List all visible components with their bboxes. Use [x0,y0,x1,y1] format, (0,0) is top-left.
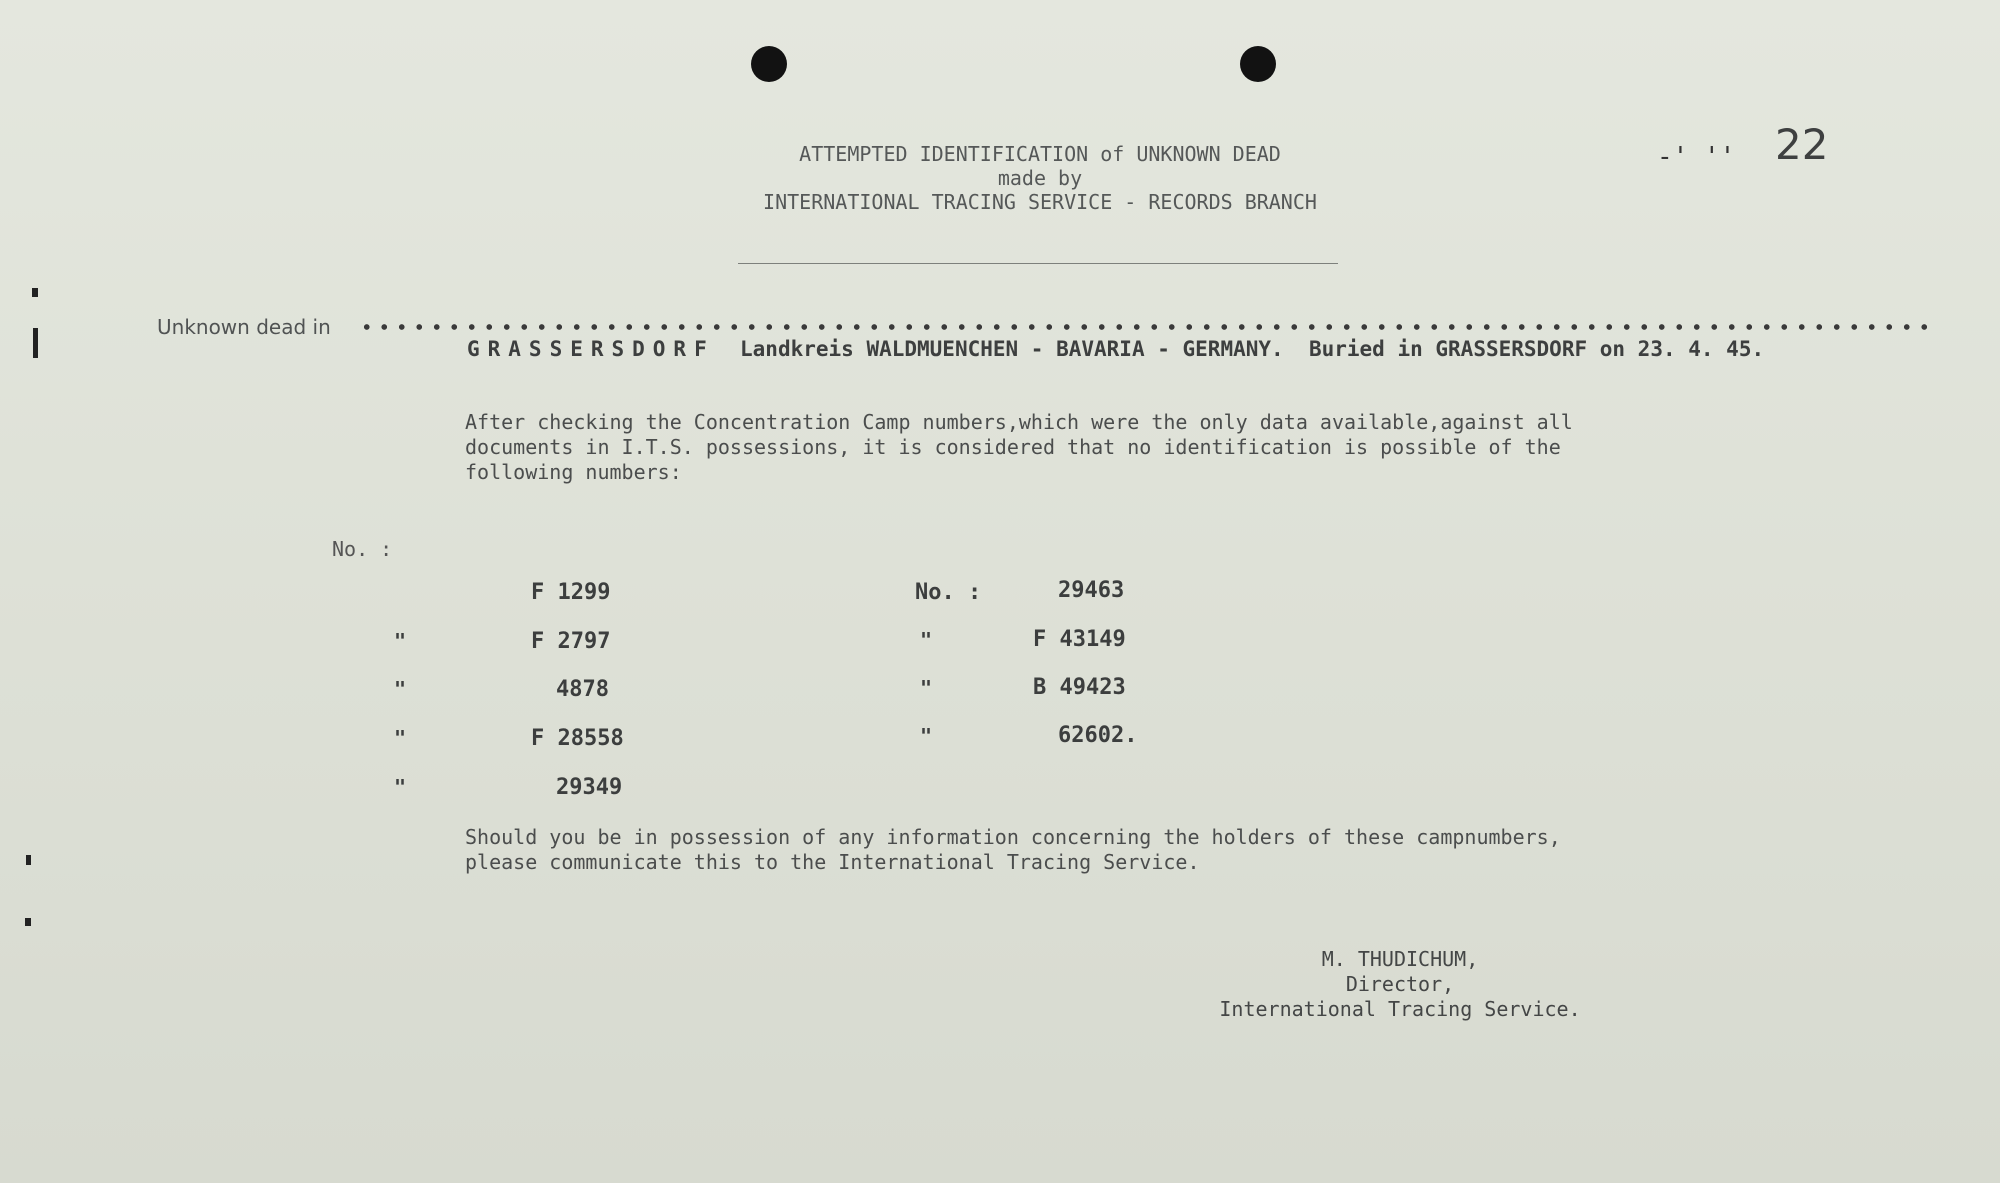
camp-number: 29349 [556,775,623,800]
signatory-title: Director, [1345,972,1455,996]
ditto-mark: " [920,628,933,652]
camp-number: 62602. [1058,723,1138,748]
closing-paragraph [465,825,1561,875]
header-organization: INTERNATIONAL TRACING SERVICE - RECORDS BRANCH [763,190,1317,214]
body-line: documents in I.T.S. possessions, it is considered that no identification is possible of the [465,435,1561,459]
signatory-organization: International Tracing Service. [1219,997,1581,1021]
location-details: Landkreis WALDMUENCHEN - BAVARIA - GERMANY. Buried in GRASSERSDORF on 23. 4. 45. [740,337,1765,361]
ditto-mark: " [920,724,933,748]
page-number: 22 [1775,120,1829,169]
header-divider [738,263,1338,264]
dotted-leader [358,321,1938,333]
page-mark: -' '' [1657,142,1736,172]
edge-mark [26,855,31,865]
edge-mark [25,918,31,926]
ditto-mark: " [394,629,407,653]
header-title: ATTEMPTED IDENTIFICATION of UNKNOWN DEAD [799,142,1281,166]
camp-number: F 28558 [531,726,624,751]
punch-hole-right [1240,46,1276,82]
camp-number: F 2797 [531,629,611,654]
camp-number: 4878 [556,677,609,702]
document-header [700,142,1380,214]
ditto-mark: " [394,726,407,750]
camp-number: 29463 [1058,578,1125,603]
unknown-dead-label: Unknown dead in [157,315,331,339]
body-line: following numbers: [465,460,682,484]
camp-number: F 43149 [1033,627,1126,652]
camp-number: F 1299 [531,580,611,605]
ditto-mark: " [394,775,407,799]
body-line: After checking the Concentration Camp numbers,which were the only data available,against all [465,410,1573,434]
location-line [467,337,1764,361]
edge-mark [33,328,38,358]
number-list-label: No. : [332,537,393,561]
location-place: GRASSERSDORF [467,337,715,361]
closing-line: please communicate this to the International Tracing Service. [465,850,1200,874]
signature-block [1180,947,1620,1022]
closing-line: Should you be in possession of any information concerning the holders of these campnumbers, [465,825,1561,849]
camp-number: B 49423 [1033,675,1126,700]
body-paragraph [465,410,1685,485]
ditto-mark: " [920,676,933,700]
signatory-name: M. THUDICHUM, [1321,947,1479,971]
edge-mark [32,288,38,297]
header-made-by: made by [997,166,1083,190]
punch-hole-left [751,46,787,82]
ditto-mark: " [394,677,407,701]
number-list-label-right: No. : [915,580,982,605]
